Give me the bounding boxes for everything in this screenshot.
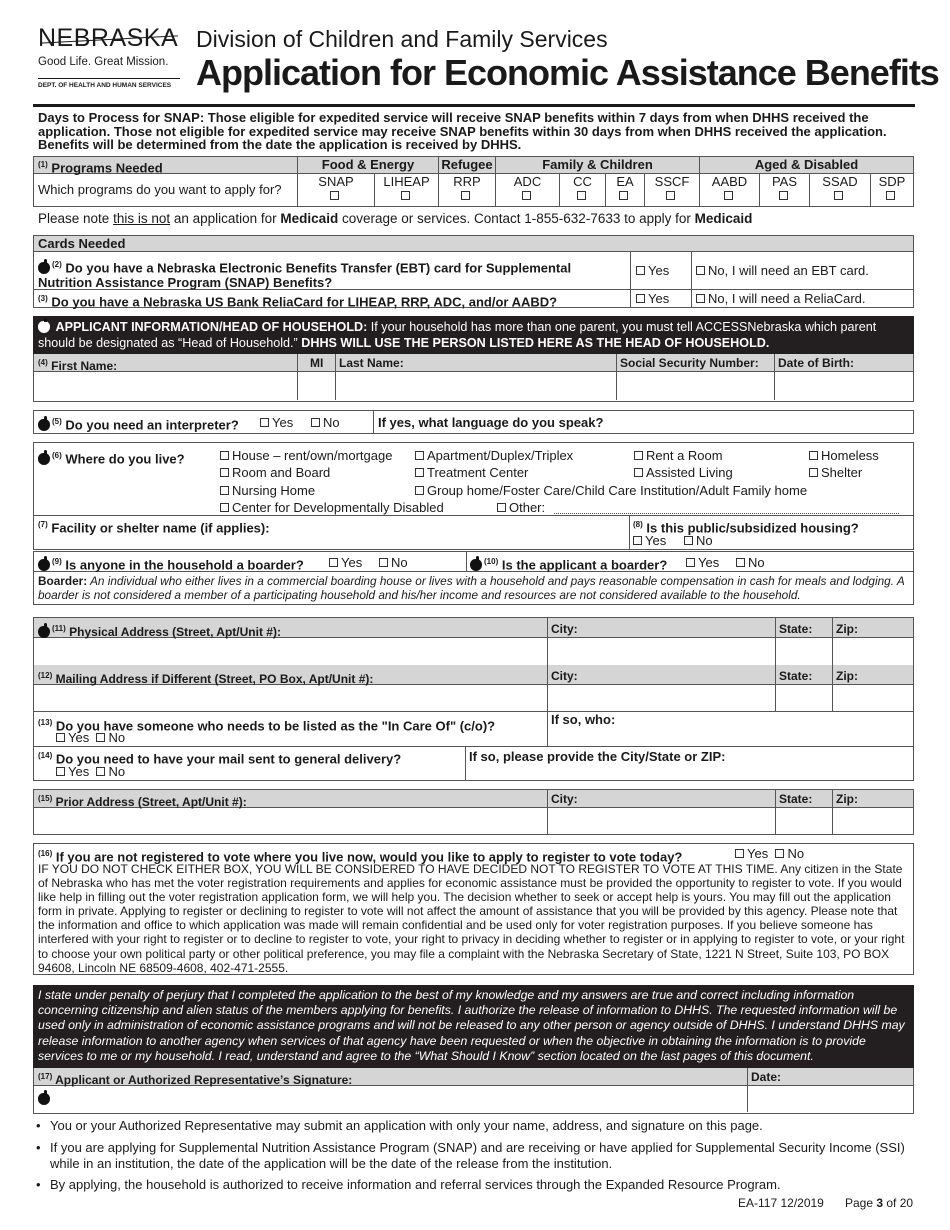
q3-number: (3)	[38, 294, 48, 303]
program-aabd-label: AABD	[711, 174, 748, 189]
mi-label: MI	[310, 356, 324, 370]
general-delivery-question: Do you need to have your mail sent to general delivery?	[55, 751, 402, 767]
care-of-who-label: If so, who:	[551, 712, 616, 727]
page-number: Page 3 of 20	[845, 1196, 914, 1210]
program-adc-label: ADC	[513, 174, 542, 189]
facility-label: Facility or shelter name (if applies):	[51, 520, 270, 536]
applicant-boarder-yes-label: Yes	[698, 555, 720, 570]
mailing-state-input[interactable]	[776, 685, 831, 711]
q13-number: (13)	[38, 718, 53, 727]
public-housing-yes-checkbox[interactable]	[633, 536, 642, 545]
mailing-city-input[interactable]	[548, 685, 774, 711]
ebt-no-label: No, I will need an EBT card.	[708, 263, 869, 278]
nursing-home-label: Nursing Home	[232, 483, 316, 498]
bullet-minimum-info: • You or your Authorized Representative may submit an application with only your name, address, and signature on this page.	[36, 1118, 906, 1134]
care-of-question: Do you have someone who needs to be listed as the "In Care Of" (c/o)?	[55, 718, 496, 734]
vote-yes-label: Yes	[747, 846, 769, 861]
logo-name: NEBRASKA	[38, 24, 179, 52]
mailing-address-label: Mailing Address if Different (Street, PO Box, Apt/Unit #):	[55, 672, 374, 686]
physical-state-input[interactable]	[776, 638, 831, 665]
logo-dept: DEPT. OF HEALTH AND HUMAN SERVICES	[38, 78, 180, 89]
program-snap-checkbox[interactable]	[330, 191, 339, 200]
physical-city-label: City:	[551, 622, 578, 636]
applicant-text: If your household has more than one parent, you must tell ACCESSNebraska which parent should be designated as “Head of Household.”	[38, 320, 877, 350]
ebt-yes-label: Yes	[648, 263, 670, 278]
snap-processing-intro: Days to Process for SNAP: Those eligible for expedited service will receive SNAP benefits within 7 days from when DHHS received the application. Those not eligible for expedited service may receive SNAP benefits within 30 days from when DHHS received the application. Benefits will be determined from the date the application is received by DHHS.	[38, 110, 887, 152]
boarder-definition-label: Boarder:	[38, 574, 88, 588]
reliacard-no-checkbox[interactable]	[696, 294, 705, 303]
snap-apple-icon	[38, 262, 50, 274]
program-liheap-checkbox[interactable]	[401, 191, 410, 200]
center-dd-checkbox[interactable]	[220, 503, 229, 512]
snap-apple-icon	[38, 419, 50, 431]
q7-number: (7)	[38, 520, 48, 529]
general-delivery-yes-label: Yes	[68, 764, 90, 779]
program-adc-checkbox[interactable]	[522, 191, 531, 200]
program-aabd-checkbox[interactable]	[724, 191, 733, 200]
interpreter-no-checkbox[interactable]	[311, 418, 320, 427]
apartment-label: Apartment/Duplex/Triplex	[427, 448, 574, 463]
snap-apple-icon	[38, 321, 50, 333]
group-refugee: Refugee	[441, 157, 493, 172]
q1-number: (1)	[38, 160, 48, 169]
applicant-boarder-no-label: No	[748, 555, 765, 570]
reliacard-no-label: No, I will need a ReliaCard.	[708, 291, 866, 306]
physical-city-input[interactable]	[548, 638, 774, 665]
program-rrp-checkbox[interactable]	[461, 191, 470, 200]
reliacard-yes-label: Yes	[648, 291, 670, 306]
house-label: House – rent/own/mortgage	[232, 448, 393, 463]
nursing-home-checkbox[interactable]	[220, 486, 229, 495]
program-cc-checkbox[interactable]	[577, 191, 586, 200]
group-family-children: Family & Children	[542, 157, 653, 172]
applicant-heading: APPLICANT INFORMATION/HEAD OF HOUSEHOLD:	[55, 320, 368, 334]
public-housing-no-label: No	[696, 533, 713, 548]
group-aged-disabled: Aged & Disabled	[754, 157, 859, 172]
prior-state-label: State:	[779, 792, 813, 806]
q5-number: (5)	[52, 417, 62, 426]
prior-address-label: Prior Address (Street, Apt/Unit #):	[55, 795, 247, 809]
physical-state-label: State:	[779, 622, 813, 636]
q8-number: (8)	[633, 520, 643, 529]
boarder-yes-checkbox[interactable]	[329, 558, 338, 567]
programs-needed-label: Programs Needed	[51, 160, 163, 176]
cards-needed-section	[33, 235, 914, 308]
boarder-yes-label: Yes	[341, 555, 363, 570]
group-home-label: Group home/Foster Care/Child Care Institution/Adult Family home	[427, 483, 808, 498]
mailing-city-label: City:	[551, 669, 578, 683]
care-of-yes-checkbox[interactable]	[56, 733, 65, 742]
q6-number: (6)	[52, 451, 62, 460]
prior-address-input[interactable]	[34, 808, 546, 834]
room-board-checkbox[interactable]	[220, 468, 229, 477]
last-name-input[interactable]	[336, 372, 615, 399]
interpreter-no-label: No	[323, 415, 340, 430]
general-delivery-no-label: No	[108, 764, 126, 779]
other-input[interactable]	[554, 513, 899, 514]
date-label: Date:	[751, 1070, 782, 1084]
snap-apple-icon	[38, 559, 50, 571]
homeless-label: Homeless	[821, 448, 879, 463]
first-name-label: First Name:	[51, 359, 118, 373]
boarder-section	[33, 551, 914, 605]
first-name-input[interactable]	[34, 372, 296, 399]
rent-room-label: Rent a Room	[646, 448, 723, 463]
vote-no-label: No	[787, 846, 805, 861]
treatment-center-checkbox[interactable]	[415, 468, 424, 477]
public-housing-no-checkbox[interactable]	[684, 536, 693, 545]
program-rrp-label: RRP	[453, 174, 481, 189]
program-pas-checkbox[interactable]	[779, 191, 788, 200]
prior-zip-input[interactable]	[833, 808, 913, 834]
public-housing-yes-label: Yes	[645, 533, 667, 548]
program-pas-label: PAS	[771, 174, 798, 189]
care-of-no-label: No	[108, 730, 126, 745]
programs-table	[33, 156, 914, 207]
division-title: Division of Children and Family Services	[196, 26, 608, 52]
vote-no-checkbox[interactable]	[775, 849, 784, 858]
prior-zip-label: Zip:	[836, 792, 858, 806]
program-sdp-checkbox[interactable]	[886, 191, 895, 200]
q4-number: (4)	[38, 358, 48, 367]
program-snap-label: SNAP	[318, 174, 354, 189]
assisted-living-label: Assisted Living	[646, 465, 733, 480]
prior-state-input[interactable]	[776, 808, 831, 834]
snap-apple-icon	[38, 453, 50, 465]
mailing-state-label: State:	[779, 669, 813, 683]
prior-city-input[interactable]	[548, 808, 774, 834]
snap-apple-icon	[38, 1093, 50, 1105]
other-label: Other:	[509, 500, 546, 515]
physical-zip-label: Zip:	[836, 622, 858, 636]
q10-number: (10)	[484, 557, 499, 566]
assisted-living-checkbox[interactable]	[634, 468, 643, 477]
q16-number: (16)	[38, 849, 53, 858]
ssn-input[interactable]	[617, 372, 773, 399]
prior-address-table	[33, 789, 914, 835]
logo-tagline: Good Life. Great Mission.	[38, 56, 169, 68]
shelter-checkbox[interactable]	[809, 468, 818, 477]
mi-input[interactable]	[298, 372, 334, 399]
reliacard-yes-checkbox[interactable]	[636, 294, 645, 303]
boarder-no-checkbox[interactable]	[379, 558, 388, 567]
signature-label: Applicant or Authorized Representative’s Signature:	[55, 1073, 353, 1087]
voter-registration-question: If you are not registered to vote where you live now, would you like to apply to register to vote today?	[55, 849, 683, 865]
rent-room-checkbox[interactable]	[634, 451, 643, 460]
program-ea-checkbox[interactable]	[619, 191, 628, 200]
care-of-yes-label: Yes	[68, 730, 90, 745]
boarder-question: Is anyone in the household a boarder?	[65, 557, 304, 573]
program-sdp-label: SDP	[878, 174, 906, 189]
program-ssad-checkbox[interactable]	[834, 191, 843, 200]
reliacard-question: Do you have a Nebraska US Bank ReliaCard for LIHEAP, RRP, ADC, and/or AABD?	[51, 294, 558, 310]
applicant-boarder-yes-checkbox[interactable]	[686, 558, 695, 567]
form-number: EA-117 12/2019	[738, 1196, 824, 1210]
q17-number: (17)	[38, 1072, 53, 1081]
signature-input[interactable]	[54, 1086, 746, 1112]
general-delivery-yes-checkbox[interactable]	[56, 767, 65, 776]
q15-number: (15)	[38, 794, 53, 803]
q9-number: (9)	[52, 557, 62, 566]
mailing-zip-label: Zip:	[836, 669, 858, 683]
applicant-name-table	[33, 354, 914, 402]
program-ssad-label: SSAD	[822, 174, 858, 189]
treatment-center-label: Treatment Center	[427, 465, 529, 480]
ssn-label: Social Security Number:	[620, 356, 759, 370]
mailing-address-input[interactable]	[34, 685, 546, 711]
address-section	[33, 617, 914, 781]
public-housing-question: Is this public/subsidized housing?	[646, 520, 859, 536]
apartment-checkbox[interactable]	[415, 451, 424, 460]
dob-label: Date of Birth:	[778, 356, 854, 370]
q2-number: (2)	[52, 260, 62, 269]
physical-zip-input[interactable]	[833, 638, 913, 665]
physical-address-label: Physical Address (Street, Apt/Unit #):	[69, 625, 281, 639]
living-situation-section	[33, 442, 914, 550]
applicant-boarder-no-checkbox[interactable]	[736, 558, 745, 567]
other-checkbox[interactable]	[497, 503, 506, 512]
header-rule	[33, 104, 915, 107]
cards-needed-header: Cards Needed	[38, 236, 126, 251]
boarder-definition: An individual who either lives in a commercial boarding house or lives with a household and pays reasonable compensation in cash for meals and lodging. A boarder is not considered a member of a participating household and his/her income and resources are not considered available to the household.	[38, 574, 905, 602]
q14-number: (14)	[38, 751, 53, 760]
signature-table	[33, 1068, 914, 1114]
program-liheap-label: LIHEAP	[383, 174, 430, 189]
interpreter-yes-checkbox[interactable]	[260, 418, 269, 427]
dhhs-logo	[38, 24, 180, 89]
program-ea-label: EA	[616, 174, 634, 189]
q11-number: (11)	[52, 624, 66, 633]
ebt-no-checkbox[interactable]	[696, 266, 705, 275]
house-checkbox[interactable]	[220, 451, 229, 460]
room-board-label: Room and Board	[232, 465, 331, 480]
programs-question: Which programs do you want to apply for?	[38, 182, 282, 197]
medicaid-note: Please note this is not an application for Medicaid coverage or services. Contact 1-855-632-7633 to apply for Medicaid	[38, 211, 753, 226]
interpreter-row	[33, 410, 914, 434]
date-input[interactable]	[748, 1086, 913, 1112]
applicant-info-banner	[33, 316, 914, 354]
voter-registration-section	[33, 843, 914, 975]
shelter-label: Shelter	[821, 465, 863, 480]
homeless-checkbox[interactable]	[809, 451, 818, 460]
care-of-no-checkbox[interactable]	[96, 733, 105, 742]
mailing-zip-input[interactable]	[833, 685, 913, 711]
bullet-expanded-resource: • By applying, the household is authorized to receive information and referral services through the Expanded Resource Program.	[36, 1177, 906, 1193]
boarder-no-label: No	[391, 555, 408, 570]
program-cc-label: CC	[573, 174, 592, 189]
last-name-label: Last Name:	[339, 356, 404, 370]
prior-city-label: City:	[551, 792, 578, 806]
snap-apple-icon	[470, 559, 482, 571]
program-sscf-label: SSCF	[654, 174, 690, 189]
page-title: Application for Economic Assistance Benefits	[196, 52, 939, 93]
general-delivery-location-label: If so, please provide the City/State or ZIP:	[469, 749, 726, 764]
group-food-energy: Food & Energy	[321, 157, 415, 172]
bullet-ssi-institution: • If you are applying for Supplemental Nutrition Assistance Program (SNAP) and are receiving or have applied for Supplemental Security Income (SSI) while in an institution, the date of the application will be the date of the release from the institution.	[36, 1140, 906, 1171]
group-home-checkbox[interactable]	[415, 486, 424, 495]
language-label: If yes, what language do you speak?	[378, 415, 604, 430]
ebt-question: Do you have a Nebraska Electronic Benefits Transfer (EBT) card for Supplemental Nutrition Assistance Program (SNAP) Benefits?	[38, 260, 572, 291]
dob-input[interactable]	[775, 372, 913, 399]
interpreter-question: Do you need an interpreter?	[65, 417, 239, 433]
applicant-boarder-question: Is the applicant a boarder?	[501, 557, 668, 573]
vote-yes-checkbox[interactable]	[735, 849, 744, 858]
general-delivery-no-checkbox[interactable]	[96, 767, 105, 776]
voter-registration-notice: IF YOU DO NOT CHECK EITHER BOX, YOU WILL BE CONSIDERED TO HAVE DECIDED NOT TO REGISTER TO VOTE AT THIS TIME. Any citizen in the State of Nebraska who has met the voter registration requirements and applies for economic assistance must be provided the opportunity to register to vote. If you would like help in filling out the voter registration application form, we will help you. The decision whether to seek or accept help is yours. You may fill out the application form in private. Applying to register or declining to register to vote will not affect the amount of assistance that you will be provided by this agency. Please note that the information and office to which application was made will remain confidential and be used only for voter registration purposes. If you believe someone has interfered with your right to register or to decline to register to vote, your right to privacy in deciding whether to register or in applying to register to vote, or your right to choose your own political party or other political preference, you may file a complaint with the Nebraska Secretary of State, 1221 N Street, Suite 103, PO BOX 94608, Lincoln NE 68509-4608, 402-471-2555.	[38, 862, 905, 975]
head-of-household-notice: DHHS WILL USE THE PERSON LISTED HERE AS THE HEAD OF HOUSEHOLD.	[301, 336, 770, 350]
program-sscf-checkbox[interactable]	[666, 191, 675, 200]
center-dd-label: Center for Developmentally Disabled	[232, 500, 444, 515]
ebt-yes-checkbox[interactable]	[636, 266, 645, 275]
live-question: Where do you live?	[65, 451, 185, 467]
attestation-statement: I state under penalty of perjury that I completed the application to the best of my knowledge and my answers are true and correct including information concerning citizenship and alien status of the members applying for benefits. I authorize the release of information to DHHS. The requested information will be used only in administration of economic assistance programs and will not be released to any other person or agency outside of DHHS. I understand DHHS may release information to another agency when services of that agency have been requested or when the objective in obtaining the information is to provide services to me or my household. I read, understand and agree to the “What Should I Know” section located on the last pages of this document.	[33, 985, 914, 1068]
q12-number: (12)	[38, 671, 53, 680]
interpreter-yes-label: Yes	[272, 415, 294, 430]
snap-apple-icon	[38, 626, 50, 638]
physical-address-input[interactable]	[34, 638, 546, 665]
